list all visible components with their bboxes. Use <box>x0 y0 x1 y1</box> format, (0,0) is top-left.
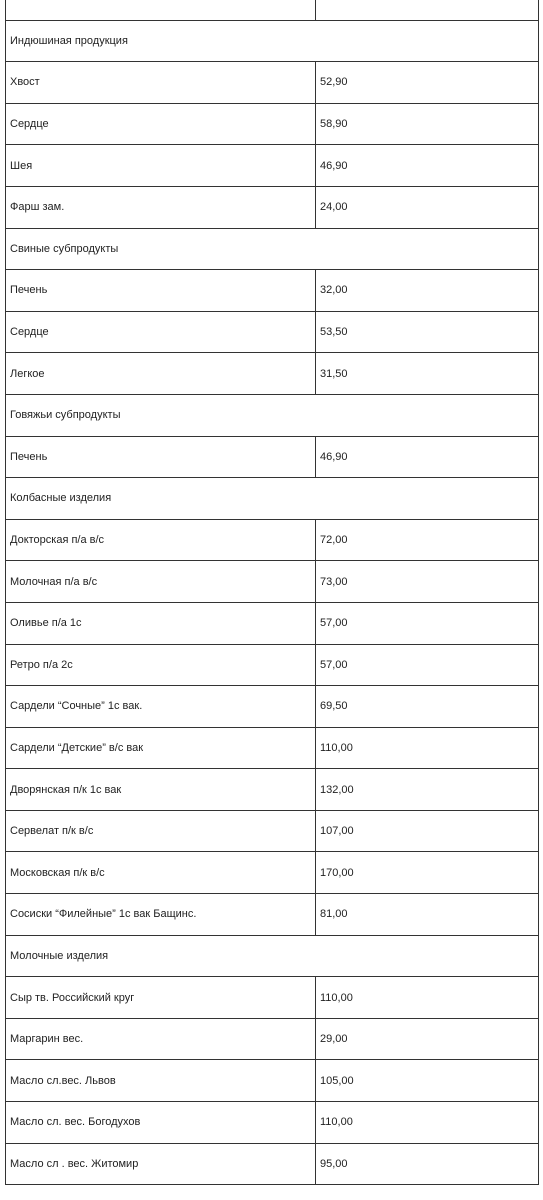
table-row <box>6 1018 539 1060</box>
product-price: 32,00 <box>316 270 539 312</box>
product-name: Московская п/к в/с <box>6 852 316 894</box>
product-name: Оливье п/а 1с <box>6 602 316 644</box>
product-price: 53,50 <box>316 311 539 353</box>
product-price: 105,00 <box>316 1060 539 1102</box>
table-row <box>6 1060 539 1102</box>
product-name: Шея <box>6 145 316 187</box>
product-price: 58,90 <box>316 103 539 145</box>
table-row-partial-top <box>6 0 539 20</box>
table-row <box>6 270 539 312</box>
product-price: 95,00 <box>316 1143 539 1185</box>
product-name: Хвост <box>6 62 316 104</box>
product-name: Печень <box>6 436 316 478</box>
section-row <box>6 935 539 977</box>
table-row <box>6 852 539 894</box>
table-row <box>6 686 539 728</box>
product-name: Молочная п/а в/с <box>6 561 316 603</box>
product-price: 72,00 <box>316 519 539 561</box>
product-name: Масло сл.вес. Львов <box>6 1060 316 1102</box>
product-price: 46,90 <box>316 436 539 478</box>
product-price: 170,00 <box>316 852 539 894</box>
table-row <box>6 894 539 936</box>
product-name: Сосиски “Филейные” 1с вак Бащинс. <box>6 894 316 936</box>
product-name: Сардели “Сочные” 1с вак. <box>6 686 316 728</box>
product-name: Дворянская п/к 1с вак <box>6 769 316 811</box>
product-price: 110,00 <box>316 727 539 769</box>
product-name: Ретро п/а 2с <box>6 644 316 686</box>
product-name: Масло сл. вес. Богодухов <box>6 1102 316 1144</box>
product-price: 46,90 <box>316 145 539 187</box>
empty-cell <box>6 0 316 20</box>
product-name: Масло сл . вес. Житомир <box>6 1143 316 1185</box>
table-row <box>6 1143 539 1185</box>
section-row <box>6 228 539 270</box>
section-heading: Колбасные изделия <box>6 478 539 520</box>
product-name: Сердце <box>6 103 316 145</box>
empty-cell <box>316 0 539 20</box>
section-heading: Говяжьи субпродукты <box>6 394 539 436</box>
table-row <box>6 311 539 353</box>
table-row <box>6 145 539 187</box>
table-row <box>6 519 539 561</box>
table-row <box>6 353 539 395</box>
section-heading: Свиные субпродукты <box>6 228 539 270</box>
table-row <box>6 727 539 769</box>
product-price: 52,90 <box>316 62 539 104</box>
table-row <box>6 1102 539 1144</box>
product-price: 110,00 <box>316 1102 539 1144</box>
table-row <box>6 977 539 1019</box>
section-row <box>6 20 539 62</box>
product-price: 132,00 <box>316 769 539 811</box>
section-heading: Молочные изделия <box>6 935 539 977</box>
product-price: 57,00 <box>316 602 539 644</box>
product-price: 24,00 <box>316 186 539 228</box>
table-row <box>6 602 539 644</box>
product-name: Маргарин вес. <box>6 1018 316 1060</box>
table-row <box>6 561 539 603</box>
section-row <box>6 394 539 436</box>
product-name: Легкое <box>6 353 316 395</box>
product-price: 81,00 <box>316 894 539 936</box>
table-row <box>6 436 539 478</box>
product-name: Печень <box>6 270 316 312</box>
table-row <box>6 103 539 145</box>
table-row <box>6 62 539 104</box>
product-name: Докторская п/а в/с <box>6 519 316 561</box>
price-table <box>5 0 539 1185</box>
product-price: 69,50 <box>316 686 539 728</box>
product-name: Сердце <box>6 311 316 353</box>
product-name: Фарш зам. <box>6 186 316 228</box>
product-price: 107,00 <box>316 810 539 852</box>
product-name: Сервелат п/к в/с <box>6 810 316 852</box>
section-row <box>6 478 539 520</box>
table-row <box>6 769 539 811</box>
table-row <box>6 644 539 686</box>
price-list <box>5 0 538 1185</box>
product-price: 73,00 <box>316 561 539 603</box>
section-heading: Индюшиная продукция <box>6 20 539 62</box>
table-row <box>6 810 539 852</box>
table-row <box>6 186 539 228</box>
product-price: 110,00 <box>316 977 539 1019</box>
product-price: 29,00 <box>316 1018 539 1060</box>
product-price: 57,00 <box>316 644 539 686</box>
product-name: Сардели “Детские” в/с вак <box>6 727 316 769</box>
product-price: 31,50 <box>316 353 539 395</box>
price-table-body <box>6 0 539 1185</box>
product-name: Сыр тв. Российский круг <box>6 977 316 1019</box>
